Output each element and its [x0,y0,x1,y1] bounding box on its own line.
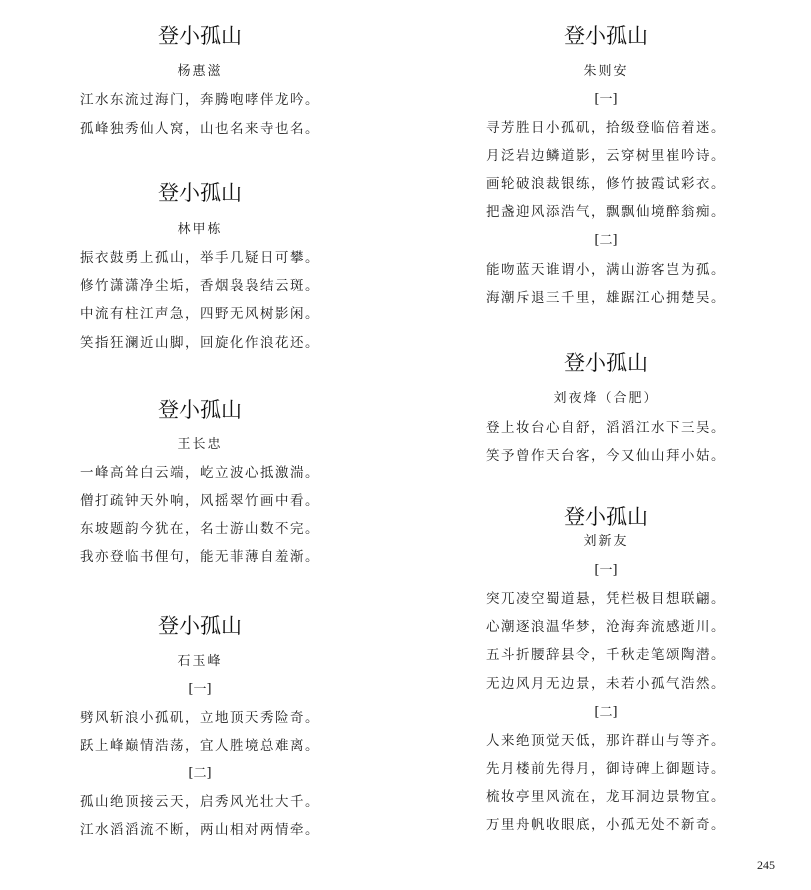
poem-line: 我亦登临书俚句，能无菲薄自羞渐。 [80,549,320,565]
poem-title: 登小孤山 [158,24,242,48]
poem-line: 中流有柱江声急，四野无风树影闲。 [80,306,320,322]
page-number: 245 [757,858,775,872]
poem-line: 一峰高耸白云端，屹立波心抵激湍。 [80,465,320,481]
poem-line: 先月楼前先得月，御诗碑上御题诗。 [486,761,726,777]
poem-line: 孤山绝顶接云天，启秀风光壮大千。 [80,794,320,810]
poem-author: 刘新友 [583,534,629,549]
poem-line: 笑予曾作天台客，今又仙山拜小姑。 [486,448,726,464]
section-number: [一] [594,92,618,107]
poem-author: 刘夜烽（合肥） [553,391,659,406]
poem-line: 江水滔滔流不断，两山相对两情牵。 [80,822,320,838]
poem-author: 杨惠滋 [177,64,223,79]
poem-author: 王长忠 [177,437,223,452]
poem-line: 把盏迎风添浩气，飘飘仙境醉翁痴。 [486,204,726,220]
section-number: [一] [188,682,212,697]
poem-author: 石玉峰 [177,654,223,669]
poem-line: 修竹潇潇净尘垢，香烟袅袅结云斑。 [80,278,320,294]
section-number: [二] [188,766,212,781]
poem-line: 江水东流过海门，奔腾咆哮伴龙吟。 [80,92,320,108]
poem-line: 孤峰独秀仙人窝，山也名来寺也名。 [80,121,320,137]
poem-line: 突兀凌空蜀道悬，凭栏极目想联翩。 [486,591,726,607]
section-number: [二] [594,705,618,720]
poem-author: 朱则安 [583,64,629,79]
poem-line: 笑指狂澜近山脚，回旋化作浪花还。 [80,335,320,351]
poem-line: 东坡题韵今犹在，名士游山数不完。 [80,521,320,537]
poem-line: 月泛岩边鳞道影，云穿树里崔吟诗。 [486,148,726,164]
poem-line: 梳妆亭里风流在，龙耳洞边景物宜。 [486,789,726,805]
poem-line: 寻芳胜日小孤矶，拾级登临倍着迷。 [486,120,726,136]
section-number: [一] [594,563,618,578]
section-number: [二] [594,233,618,248]
poem-author: 林甲栋 [177,222,223,237]
poem-line: 劈风斩浪小孤矶，立地顶天秀险奇。 [80,710,320,726]
poem-title: 登小孤山 [158,614,242,638]
poem-line: 画轮破浪裁银练，修竹披霞试彩衣。 [486,176,726,192]
poem-title: 登小孤山 [564,24,648,48]
poem-line: 人来绝顶觉天低，那许群山与等齐。 [486,733,726,749]
poem-line: 登上妆台心自舒，滔滔江水下三吴。 [486,420,726,436]
poem-title: 登小孤山 [158,181,242,205]
poem-line: 万里舟帆收眼底，小孤无处不新奇。 [486,817,726,833]
poem-line: 海潮斥退三千里，雄踞江心拥楚吴。 [486,290,726,306]
poem-title: 登小孤山 [564,505,648,529]
poem-line: 僧打疏钟天外响，风摇翠竹画中看。 [80,493,320,509]
poem-line: 振衣鼓勇上孤山，举手几疑日可攀。 [80,250,320,266]
poem-title: 登小孤山 [158,398,242,422]
poem-line: 无边风月无边景，未若小孤气浩然。 [486,676,726,692]
poem-line: 五斗折腰辞县令，千秋走笔颂陶潜。 [486,647,726,663]
poem-line: 心潮逐浪温华梦，沧海奔流感逝川。 [486,619,726,635]
poem-line: 跃上峰巅情浩荡，宜人胜境总难离。 [80,738,320,754]
poem-title: 登小孤山 [564,351,648,375]
poem-line: 能吻蓝天谁谓小，满山游客岂为孤。 [486,262,726,278]
